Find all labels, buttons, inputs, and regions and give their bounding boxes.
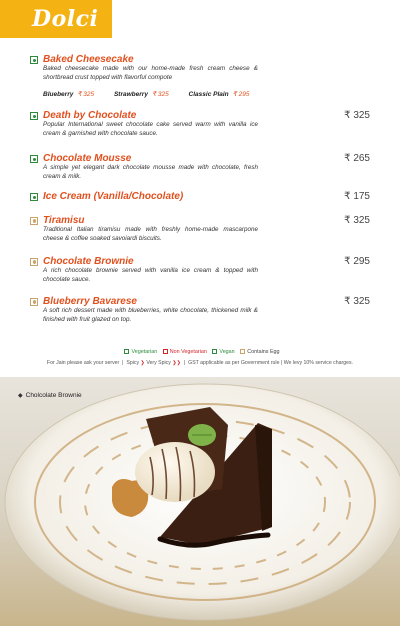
veg-icon xyxy=(30,112,38,120)
item-price: ₹ 295 xyxy=(344,256,370,267)
variant-name: Classic Plain xyxy=(188,91,229,98)
item-price: ₹ 265 xyxy=(344,153,370,164)
spicy-label: Spicy xyxy=(126,360,140,366)
item-description: Baked cheesecake made with our home-made fresh cream cheese & shortbread crust topped with flavorful compote xyxy=(43,65,258,81)
item-price: ₹ 325 xyxy=(344,110,370,121)
item-price: ₹ 175 xyxy=(344,191,370,202)
item-price: ₹ 325 xyxy=(344,296,370,307)
variant-name: Blueberry xyxy=(43,91,74,98)
item-description: Popular International sweet chocolate cake served warm with vanilla ice cream & garnished with chocolate sauce. xyxy=(43,121,258,137)
very-spicy-label: Very Spicy xyxy=(146,360,171,366)
variant-price: ₹ 325 xyxy=(77,91,95,98)
item-description: A soft rich dessert made with blueberries, white chocolate, thickened milk & finished with fruit glazed on top. xyxy=(43,307,258,323)
variant-price: ₹ 325 xyxy=(151,91,169,98)
variant-name: Strawberry xyxy=(113,91,148,98)
diet-legend xyxy=(0,349,400,355)
item-description: A simple yet elegant dark chocolate mousse made with chocolate, fresh cream & milk. xyxy=(43,164,258,180)
item-name: Blueberry Bavarese xyxy=(43,296,137,307)
vegan-icon xyxy=(212,349,217,354)
menu-item-death-by-chocolate xyxy=(30,110,370,140)
veg-icon xyxy=(30,56,38,64)
menu-item-chocolate-brownie xyxy=(30,256,370,286)
item-name: Ice Cream (Vanilla/Chocolate) xyxy=(43,191,184,202)
double-chili-icon: ❯❯ xyxy=(172,360,182,366)
veg-icon xyxy=(124,349,129,354)
egg-icon xyxy=(240,349,245,354)
caption-text: Cholcolate Brownie xyxy=(25,392,82,399)
item-name: Chocolate Brownie xyxy=(43,256,134,267)
variant-price: ₹ 295 xyxy=(232,91,250,98)
item-name: Baked Cheesecake xyxy=(43,54,134,65)
menu-item-ice-cream xyxy=(30,191,370,205)
egg-icon xyxy=(30,298,38,306)
item-price: ₹ 325 xyxy=(344,215,370,226)
page-title: Dolci xyxy=(32,6,99,32)
item-name: Death by Chocolate xyxy=(43,110,137,121)
plate-illustration xyxy=(0,377,400,626)
legend-vegan: Vegan xyxy=(219,349,235,355)
gst-note: GST applicable as per Government rule | We levy 10% service charges. xyxy=(188,360,354,366)
legend-veg: Vegetarian xyxy=(131,349,158,355)
dessert-photo xyxy=(0,377,400,626)
non-veg-icon xyxy=(163,349,168,354)
menu-item-baked-cheesecake xyxy=(30,54,370,100)
diamond-bullet-icon: ◆ xyxy=(18,393,23,399)
item-description: A rich chocolate brownie served with vanilla ice cream & topped with chocolate sauce. xyxy=(43,267,258,283)
egg-icon xyxy=(30,217,38,225)
ice-cream-scoop-icon xyxy=(135,442,215,502)
footnote: For Jain please ask your server | Spicy ❯ Very Spicy ❯❯ | GST applicable as per Government rule | We levy 10% service charges. xyxy=(46,360,354,366)
legend-egg: Contains Egg xyxy=(247,349,280,355)
item-description: Traditional Italian tiramisu made with freshly home-made mascarpone cheese & coffee soaked savoiardi biscuits. xyxy=(43,226,258,242)
photo-caption xyxy=(18,392,82,399)
item-name: Chocolate Mousse xyxy=(43,153,132,164)
egg-icon xyxy=(30,258,38,266)
legend-nonveg: Non Vegetarian xyxy=(169,349,207,355)
chili-icon: ❯ xyxy=(140,360,145,366)
jain-note: For Jain please ask your server xyxy=(46,360,120,366)
menu-item-blueberry-bavarese xyxy=(30,296,370,326)
mint-leaf-icon xyxy=(188,424,216,446)
variant-list xyxy=(43,90,343,98)
veg-icon xyxy=(30,155,38,163)
item-name: Tiramisu xyxy=(43,215,85,226)
veg-icon xyxy=(30,193,38,201)
menu-item-tiramisu xyxy=(30,215,370,245)
menu-item-chocolate-mousse xyxy=(30,153,370,183)
